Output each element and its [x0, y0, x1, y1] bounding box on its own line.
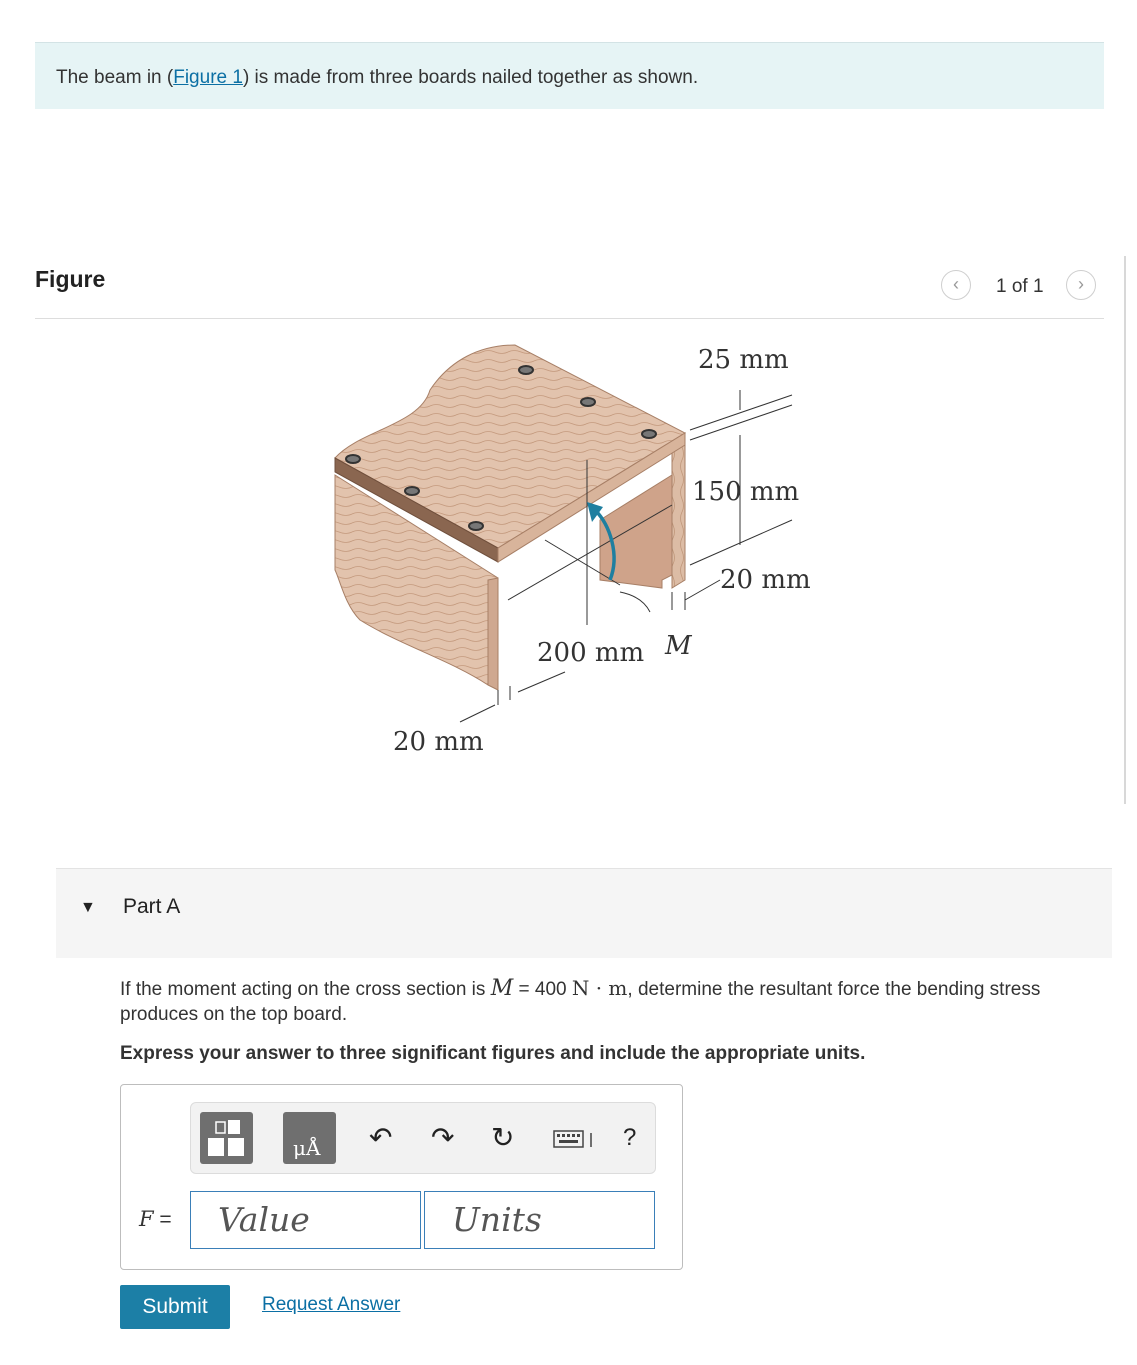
request-answer-link[interactable]: Request Answer: [262, 1294, 401, 1315]
chevron-right-icon[interactable]: ›: [1066, 270, 1096, 300]
figure-title: Figure: [35, 266, 106, 292]
dim-height: 150 mm: [692, 477, 800, 507]
page-indicator: 1 of 1: [996, 276, 1044, 297]
undo-icon[interactable]: ↶: [369, 1122, 393, 1153]
redo-icon[interactable]: ↷: [431, 1122, 455, 1153]
part-a-header[interactable]: [56, 868, 1112, 958]
value-input[interactable]: Value: [190, 1191, 421, 1249]
help-button[interactable]: ?: [623, 1124, 637, 1151]
template-icon[interactable]: [200, 1112, 253, 1164]
chevron-left-icon[interactable]: ‹: [941, 270, 971, 300]
dim-width: 200 mm: [537, 638, 645, 668]
reset-icon[interactable]: ↻: [491, 1122, 515, 1153]
keyboard-icon[interactable]: [553, 1129, 597, 1156]
panel-divider: [1124, 256, 1126, 804]
figure-pager: [938, 266, 1108, 306]
dim-left-thickness: 20 mm: [393, 727, 484, 757]
answer-box: [120, 1084, 683, 1270]
answer-variable-label: F =: [139, 1207, 172, 1231]
question-text: If the moment acting on the cross section is M = 400 N · m, determine the resultant force the bending stress produces on the top board.: [120, 976, 1041, 1025]
figure-divider: [35, 318, 1104, 319]
triangle-down-icon[interactable]: ▼: [80, 899, 96, 916]
part-label: Part A: [123, 895, 181, 918]
problem-intro: [35, 42, 1104, 109]
submit-button[interactable]: Submit: [120, 1285, 230, 1329]
units-input[interactable]: Units: [424, 1191, 655, 1249]
dim-top-thickness: 25 mm: [698, 345, 789, 375]
figure-link[interactable]: Figure 1: [173, 67, 243, 88]
units-mu-angstrom-icon[interactable]: μÅ: [283, 1112, 336, 1164]
intro-text: The beam in (Figure 1) is made from three boards nailed together as shown.: [56, 67, 699, 88]
instruction-text: Express your answer to three significant figures and include the appropriate units.: [120, 1043, 866, 1064]
dim-right-thickness: 20 mm: [720, 565, 811, 595]
beam-figure: [300, 330, 840, 770]
moment-label: M: [665, 631, 692, 661]
math-toolbar: [190, 1102, 656, 1174]
